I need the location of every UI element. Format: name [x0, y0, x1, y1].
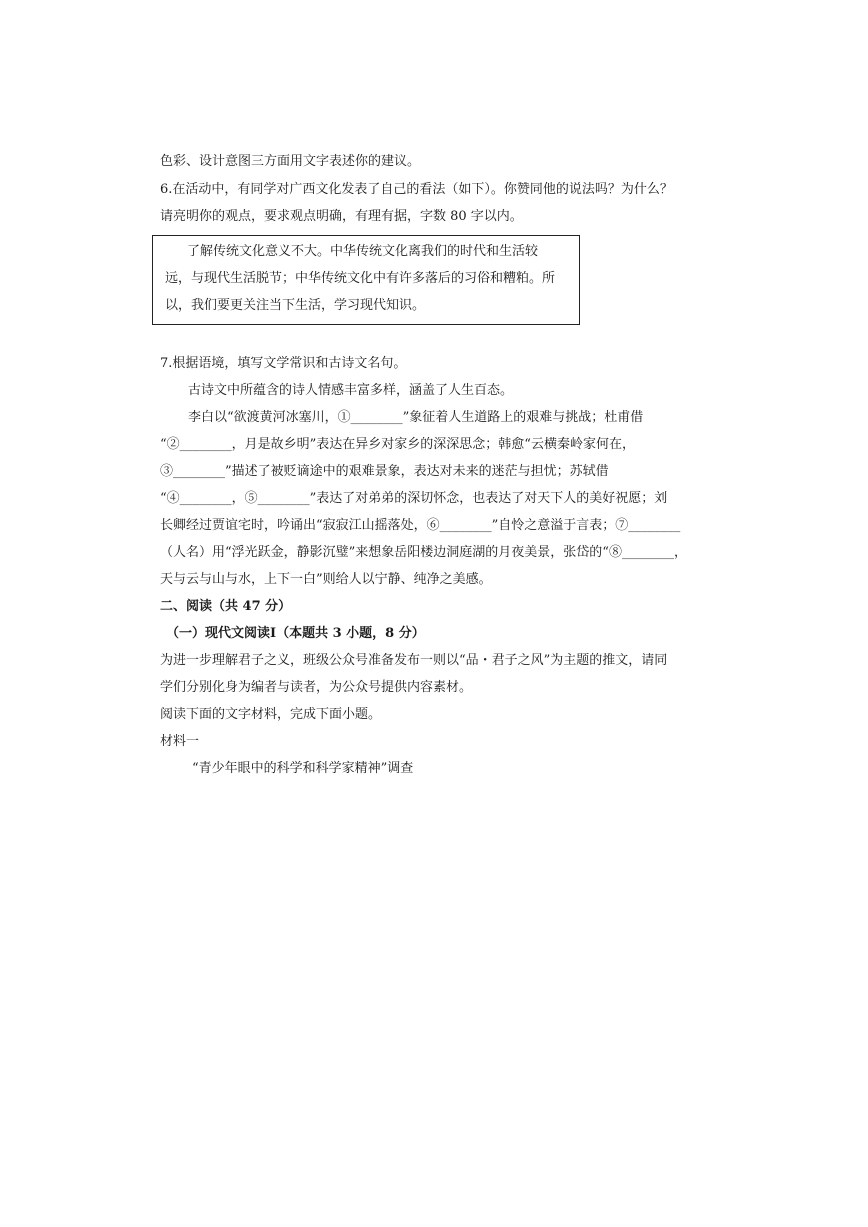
question-7-line: ③________”描述了被贬谪途中的艰难景象，表达对未来的迷茫与担忧；苏轼借: [160, 464, 609, 479]
question-7-line: “②________，月是故乡明”表达在异乡对家乡的深深思念；韩愈“云横秦岭家何在，: [160, 437, 635, 452]
question-6-prompt: 6.在活动中，有同学对广西文化发表了自己的看法（如下）。你赞同他的说法吗？为什么？: [160, 182, 673, 197]
question-7-line: 李白以“欲渡黄河冰塞川，①________”象征着人生道路上的艰难与挑战；杜甫借: [188, 410, 644, 425]
quote-line: 以，我们要更关注当下生活，学习现代知识。: [165, 298, 426, 313]
section-heading: 二、阅读（共 47 分）: [160, 599, 292, 614]
subsection-heading: （一）现代文阅读Ⅰ（本题共 3 小题，8 分）: [166, 626, 425, 641]
question-7-prompt: 7.根据语境，填写文学常识和古诗文名句。: [160, 356, 407, 371]
question-7-line: 长卿经过贾谊宅时，吟诵出“寂寂江山摇落处，⑥________”自怜之意溢于言表；⑦________: [160, 518, 681, 533]
reading-intro-line: 学们分别化身为编者与读者，为公众号提供内容素材。: [160, 680, 473, 695]
quote-line: 远，与现代生活脱节；中华传统文化中有许多落后的习俗和糟粕。所: [165, 271, 556, 286]
reading-intro-line: 为进一步理解君子之义，班级公众号准备发布一则以“品・君子之风”为主题的推文，请同: [160, 653, 668, 668]
quote-line: 了解传统文化意义不大。中华传统文化离我们的时代和生活较: [187, 244, 539, 259]
text-line: 色彩、设计意图三方面用文字表述你的建议。: [160, 154, 421, 169]
material-label: 材料一: [160, 734, 200, 749]
question-7-line: （人名）用“浮光跃金，静影沉璧”来想象岳阳楼边洞庭湖的月夜美景，张岱的“⑧________，: [160, 545, 687, 560]
reading-intro-line: 阅读下面的文字材料，完成下面小题。: [160, 707, 382, 722]
question-7-line: 天与云与山与水，上下一白”则给人以宁静、纯净之美感。: [160, 572, 492, 587]
question-6-requirement: 请亮明你的观点，要求观点明确，有理有据，字数 80 字以内。: [160, 209, 523, 224]
classmate-opinion-box: [152, 235, 580, 325]
question-7-line: “④________，⑤________”表达了对弟弟的深切怀念，也表达了对天下人的美好祝愿；刘: [160, 491, 668, 506]
survey-title: “青少年眼中的科学和科学家精神”调查: [192, 761, 414, 776]
question-7-line: 古诗文中所蕴含的诗人情感丰富多样，涵盖了人生百态。: [188, 383, 514, 398]
